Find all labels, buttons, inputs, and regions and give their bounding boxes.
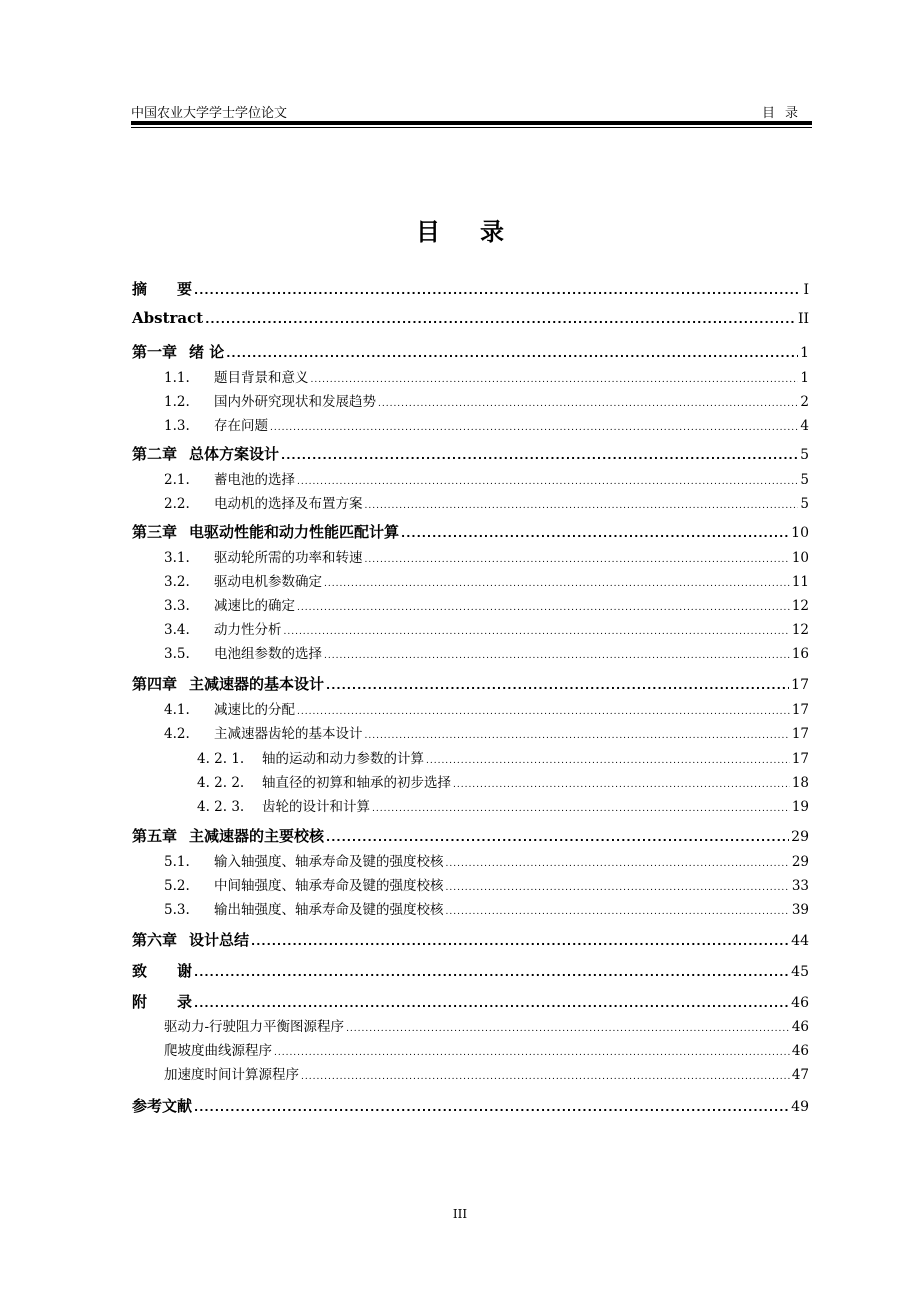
toc-entry-appendix[interactable] xyxy=(132,991,809,1013)
toc-leader-dots xyxy=(301,1072,790,1082)
toc-entry-number: 3.4. xyxy=(164,622,190,638)
toc-entry-number: 4.2. xyxy=(164,726,190,742)
toc-leader-dots xyxy=(226,347,798,360)
toc-entry-label: 电驱动性能和动力性能匹配计算 xyxy=(189,523,400,541)
toc-entry-number: 4. 2. 1. xyxy=(197,751,245,767)
toc-entry-appendix-item[interactable] xyxy=(164,1063,809,1085)
toc-entry-label: 齿轮的设计和计算 xyxy=(262,799,370,815)
toc-entry-label: 驱动轮所需的功率和转速 xyxy=(214,550,363,566)
toc-entry-section[interactable] xyxy=(164,414,809,436)
toc-entry-page: 44 xyxy=(791,933,809,949)
toc-leader-dots xyxy=(365,555,790,565)
toc-entry-label: 国内外研究现状和发展趋势 xyxy=(214,394,376,410)
toc-entry-label: 输入轴强度、轴承寿命及键的强度校核 xyxy=(214,854,444,870)
running-header xyxy=(131,102,808,120)
toc-entry-section[interactable] xyxy=(164,594,809,616)
toc-entry-page: 46 xyxy=(791,1043,809,1059)
toc-entry-label: Abstract xyxy=(132,309,204,327)
toc-entry-number: 1.3. xyxy=(164,418,190,434)
toc-leader-dots xyxy=(324,579,790,589)
toc-entry-label: 主减速器的主要校核 xyxy=(189,827,325,845)
toc-entry-acknowledgements[interactable] xyxy=(132,960,809,982)
toc-entry-number: 第三章 xyxy=(132,523,178,541)
toc-entry-section[interactable] xyxy=(164,366,809,388)
toc-leader-dots xyxy=(326,831,789,844)
toc-entry-label: 轴的运动和动力参数的计算 xyxy=(262,751,424,767)
toc-leader-dots xyxy=(284,627,790,637)
toc-entry-number: 3.3. xyxy=(164,598,190,614)
toc-entry-label: 绪 论 xyxy=(189,343,225,361)
toc-entry-page: 45 xyxy=(791,964,809,980)
toc-entry-abstract-en[interactable] xyxy=(132,309,809,331)
toc-leader-dots xyxy=(346,1024,790,1034)
toc-entry-page: 5 xyxy=(800,472,809,488)
toc-entry-number: 3.1. xyxy=(164,550,190,566)
toc-entry-label: 附 录 xyxy=(132,993,193,1011)
toc-leader-dots xyxy=(401,527,789,540)
toc-entry-page: II xyxy=(797,311,809,327)
toc-entry-label: 中间轴强度、轴承寿命及键的强度校核 xyxy=(214,878,444,894)
toc-entry-label: 减速比的确定 xyxy=(214,598,295,614)
toc-leader-dots xyxy=(372,804,790,814)
toc-entry-label: 爬坡度曲线源程序 xyxy=(164,1043,272,1059)
toc-entry-page: 1 xyxy=(800,370,809,386)
toc-entry-section[interactable] xyxy=(164,618,809,640)
toc-leader-dots xyxy=(194,284,801,297)
toc-leader-dots xyxy=(194,1101,789,1114)
toc-leader-dots xyxy=(326,679,789,692)
toc-entry-label: 电池组参数的选择 xyxy=(214,646,322,662)
toc-entry-number: 4. 2. 3. xyxy=(197,799,245,815)
toc-entry-page: 17 xyxy=(791,751,809,767)
toc-entry-chapter[interactable] xyxy=(132,521,809,543)
toc-entry-page: 39 xyxy=(791,902,809,918)
toc-leader-dots xyxy=(281,449,798,462)
toc-entry-number: 第六章 xyxy=(132,931,178,949)
toc-entry-chapter[interactable] xyxy=(132,929,809,951)
toc-entry-page: 10 xyxy=(791,550,809,566)
toc-entry-page: 29 xyxy=(791,854,809,870)
toc-entry-label: 主减速器齿轮的基本设计 xyxy=(214,726,363,742)
toc-entry-page: 2 xyxy=(800,394,809,410)
toc-entry-section[interactable] xyxy=(164,698,809,720)
toc-entry-page: 5 xyxy=(800,447,809,463)
toc-entry-label: 致 谢 xyxy=(132,962,193,980)
toc-entry-label: 动力性分析 xyxy=(214,622,282,638)
toc-leader-dots xyxy=(194,966,789,979)
toc-entry-label: 主减速器的基本设计 xyxy=(189,675,325,693)
toc-entry-page: 10 xyxy=(791,525,809,541)
toc-entry-abstract-cn[interactable] xyxy=(132,278,809,300)
toc-entry-appendix-item[interactable] xyxy=(164,1015,809,1037)
toc-entry-chapter[interactable] xyxy=(132,443,809,465)
toc-entry-number: 1.2. xyxy=(164,394,190,410)
toc-entry-number: 1.1. xyxy=(164,370,190,386)
toc-entry-label: 驱动力-行驶阻力平衡图源程序 xyxy=(164,1019,345,1035)
toc-entry-section[interactable] xyxy=(164,850,809,872)
page-title: 目录 xyxy=(416,218,544,246)
toc-leader-dots xyxy=(311,375,799,385)
toc-entry-page: 18 xyxy=(791,775,809,791)
toc-entry-chapter[interactable] xyxy=(132,341,809,363)
toc-entry-label: 驱动电机参数确定 xyxy=(214,574,322,590)
toc-leader-dots xyxy=(194,997,789,1010)
toc-entry-label: 轴直径的初算和轴承的初步选择 xyxy=(262,775,451,791)
header-section-title: 目录 xyxy=(761,106,808,121)
header-thesis-title: 中国农业大学学士学位论文 xyxy=(131,106,288,121)
toc-entry-page: 4 xyxy=(800,418,809,434)
toc-entry-references[interactable] xyxy=(132,1095,809,1117)
toc-leader-dots xyxy=(446,907,790,917)
toc-leader-dots xyxy=(297,477,798,487)
toc-entry-section[interactable] xyxy=(164,546,809,568)
toc-entry-label: 摘 要 xyxy=(132,280,193,298)
toc-entry-page: 47 xyxy=(791,1067,809,1083)
toc-entry-number: 4. 2. 2. xyxy=(197,775,245,791)
toc-leader-dots xyxy=(378,399,798,409)
header-rule-thin xyxy=(131,127,812,128)
toc-entry-label: 输出轴强度、轴承寿命及键的强度校核 xyxy=(214,902,444,918)
toc-leader-dots xyxy=(297,707,790,717)
toc-leader-dots xyxy=(251,935,789,948)
toc-entry-label: 参考文献 xyxy=(132,1097,193,1115)
toc-entry-page: 49 xyxy=(791,1099,809,1115)
toc-entry-page: 11 xyxy=(791,574,809,590)
header-rule-thick xyxy=(131,121,812,125)
toc-entry-page: 29 xyxy=(791,829,809,845)
toc-entry-number: 3.5. xyxy=(164,646,190,662)
toc-entry-section[interactable] xyxy=(164,898,809,920)
toc-entry-number: 第一章 xyxy=(132,343,178,361)
toc-entry-section[interactable] xyxy=(164,468,809,490)
toc-entry-label: 电动机的选择及布置方案 xyxy=(214,496,363,512)
toc-entry-section[interactable] xyxy=(164,874,809,896)
toc-entry-number: 第五章 xyxy=(132,827,178,845)
toc-entry-section[interactable] xyxy=(164,722,809,744)
toc-entry-number: 2.2. xyxy=(164,496,190,512)
toc-entry-page: 19 xyxy=(791,799,809,815)
toc-entry-page: 16 xyxy=(791,646,809,662)
toc-entry-page: 46 xyxy=(791,1019,809,1035)
toc-entry-page: 33 xyxy=(791,878,809,894)
toc-entry-page: 12 xyxy=(791,598,809,614)
toc-leader-dots xyxy=(426,756,790,766)
toc-leader-dots xyxy=(324,651,790,661)
toc-entry-subsection[interactable] xyxy=(197,771,809,793)
page-number: III xyxy=(452,1207,468,1221)
toc-leader-dots xyxy=(205,313,796,326)
toc-leader-dots xyxy=(446,859,790,869)
toc-leader-dots xyxy=(453,780,790,790)
toc-entry-page: 17 xyxy=(791,677,809,693)
toc-entry-label: 存在问题 xyxy=(214,418,268,434)
toc-entry-chapter[interactable] xyxy=(132,673,809,695)
toc-entry-label: 总体方案设计 xyxy=(189,445,280,463)
toc-entry-subsection[interactable] xyxy=(197,747,809,769)
toc-entry-number: 第四章 xyxy=(132,675,178,693)
toc-entry-page: 17 xyxy=(791,726,809,742)
toc-entry-page: 46 xyxy=(791,995,809,1011)
toc-leader-dots xyxy=(270,423,798,433)
toc-entry-number: 5.3. xyxy=(164,902,190,918)
toc-entry-number: 5.2. xyxy=(164,878,190,894)
toc-entry-chapter[interactable] xyxy=(132,825,809,847)
toc-leader-dots xyxy=(446,883,790,893)
toc-entry-page: 17 xyxy=(791,702,809,718)
toc-entry-number: 4.1. xyxy=(164,702,190,718)
toc-entry-subsection[interactable] xyxy=(197,795,809,817)
toc-entry-label: 减速比的分配 xyxy=(214,702,295,718)
toc-entry-section[interactable] xyxy=(164,570,809,592)
toc-leader-dots xyxy=(365,501,799,511)
toc-entry-number: 3.2. xyxy=(164,574,190,590)
toc-entry-label: 加速度时间计算源程序 xyxy=(164,1067,299,1083)
toc-entry-number: 5.1. xyxy=(164,854,190,870)
toc-entry-page: 12 xyxy=(791,622,809,638)
toc-entry-appendix-item[interactable] xyxy=(164,1039,809,1061)
toc-entry-page: I xyxy=(803,282,809,298)
toc-leader-dots xyxy=(274,1048,790,1058)
toc-leader-dots xyxy=(297,603,790,613)
toc-entry-section[interactable] xyxy=(164,390,809,412)
toc-entry-section[interactable] xyxy=(164,642,809,664)
toc-entry-number: 2.1. xyxy=(164,472,190,488)
toc-entry-page: 1 xyxy=(800,345,809,361)
toc-entry-section[interactable] xyxy=(164,492,809,514)
toc-entry-label: 蓄电池的选择 xyxy=(214,472,295,488)
toc-entry-number: 第二章 xyxy=(132,445,178,463)
toc-leader-dots xyxy=(365,731,790,741)
toc-entry-page: 5 xyxy=(800,496,809,512)
toc-entry-label: 题目背景和意义 xyxy=(214,370,309,386)
toc-entry-label: 设计总结 xyxy=(189,931,250,949)
